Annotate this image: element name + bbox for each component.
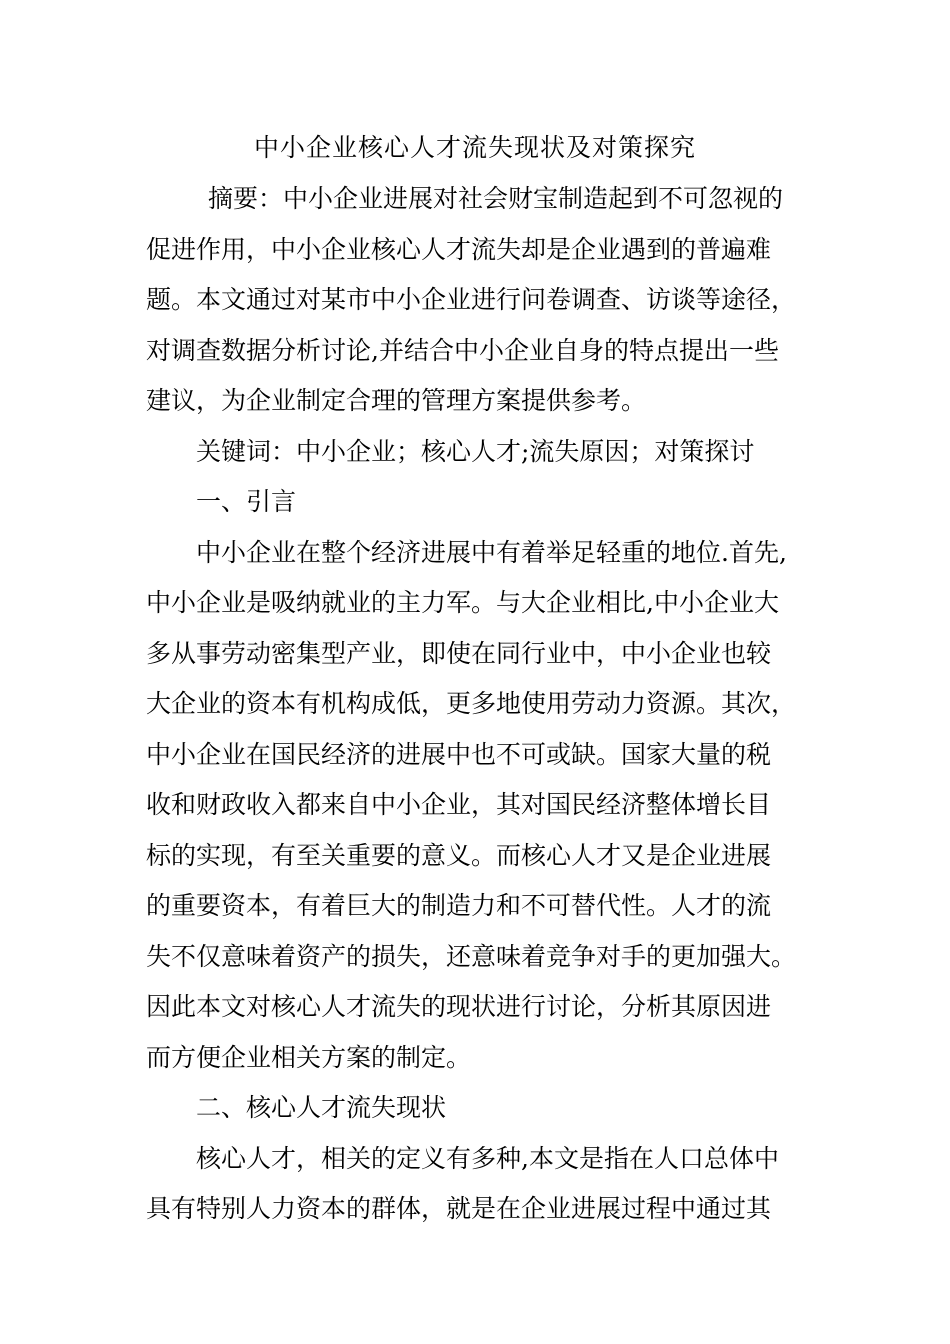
paragraph-line: 而方便企业相关方案的制定。	[146, 1042, 472, 1072]
abstract-line: 建议，为企业制定合理的管理方案提供参考。	[146, 386, 647, 415]
paragraph-line: 中小企业在整个经济进展中有着举足轻重的地位.首先,	[196, 537, 787, 567]
keywords-line: 关键词：中小企业；核心人才;流失原因；对策探讨	[196, 436, 755, 466]
abstract-line: 摘要：中小企业进展对社会财宝制造起到不可忽视的	[208, 184, 784, 213]
paragraph-line: 多从事劳动密集型产业，即使在同行业中，中小企业也较	[146, 638, 772, 668]
paragraph-line: 大企业的资本有机构成低，更多地使用劳动力资源。其次，	[146, 689, 797, 718]
document-body	[146, 174, 806, 1235]
paragraph-line: 具有特别人力资本的群体，就是在企业进展过程中通过其	[146, 1194, 772, 1223]
paragraph-line: 失不仅意味着资产的损失，还意味着竞争对手的更加强大。	[146, 941, 797, 971]
section-heading-core-talent: 二、核心人才流失现状	[196, 1093, 447, 1122]
abstract-line: 对调查数据分析讨论,并结合中小企业自身的特点提出一些	[146, 335, 779, 365]
paragraph-line: 标的实现，有至关重要的意义。而核心人才又是企业进展	[146, 840, 772, 870]
paragraph-line: 中小企业在国民经济的进展中也不可或缺。国家大量的税	[146, 739, 772, 769]
abstract-line: 题。本文通过对某市中小企业进行问卷调查、访谈等途径，	[146, 285, 797, 314]
paragraph-line: 收和财政收入都来自中小企业，其对国民经济整体增长目	[146, 790, 772, 819]
paragraph-line: 中小企业是吸纳就业的主力军。与大企业相比,中小企业大	[146, 588, 779, 617]
abstract-line: 促进作用，中小企业核心人才流失却是企业遇到的普遍难	[146, 234, 772, 264]
paragraph-line: 的重要资本，有着巨大的制造力和不可替代性。人才的流	[146, 891, 772, 920]
paragraph-line: 核心人才，相关的定义有多种,本文是指在人口总体中	[196, 1143, 779, 1173]
document-title: 中小企业核心人才流失现状及对策探究	[253, 133, 696, 162]
section-heading-introduction: 一、引言	[196, 487, 297, 516]
paragraph-line: 因此本文对核心人才流失的现状进行讨论，分析其原因进	[146, 992, 772, 1021]
